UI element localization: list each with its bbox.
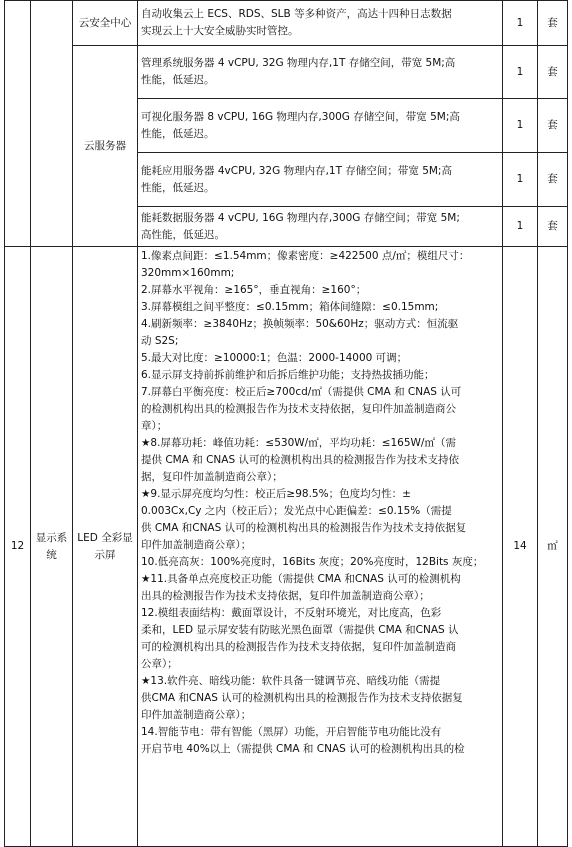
spec-line: 的检测机构出具的检测报告作为技术支持依据，复印件加盖制造商公 <box>141 403 456 415</box>
spec-line: 0.003Cx,Cy 之内（校正后）；发光点中心距偏差：≤0.15%（需提 <box>141 505 452 517</box>
spec-line: 7.屏幕白平衡亮度：校正后≥700cd/㎡（需提供 CMA 和 CNAS 认可 <box>141 386 462 398</box>
spec-line: 高性能，低延迟。 <box>141 228 225 241</box>
spec-line: 320mm×160mm; <box>141 267 235 279</box>
spec-line: 可视化服务器 8 vCPU, 16G 物理内存,300G 存储空间，带宽 5M;高 <box>141 110 460 123</box>
unit-cell: 套 <box>538 99 568 153</box>
spec-line: 可的检测机构出具的检测报告作为技术支持依据，复印件加盖制造商 <box>141 641 456 653</box>
spec-line: ★11.具备单点亮度校正功能（需提供 CMA 和CNAS 认可的检测机构 <box>141 573 461 585</box>
spec-description <box>138 99 503 153</box>
quantity-cell: 1 <box>503 1 538 46</box>
spec-line: 性能，低延迟。 <box>141 127 215 140</box>
quantity-cell: 1 <box>503 207 538 247</box>
spec-table <box>4 0 568 847</box>
unit-cell: 套 <box>538 153 568 207</box>
spec-description <box>138 153 503 207</box>
spec-line: 公章）； <box>141 658 178 670</box>
spec-line: 印件加盖制造商公章）； <box>141 539 252 551</box>
unit-cell: 套 <box>538 207 568 247</box>
spec-line: ★13.软件亮、暗线功能：软件具备一键调节亮、暗线功能（需提 <box>141 675 441 687</box>
quantity-cell: 1 <box>503 46 538 99</box>
spec-line: 自动收集云上 ECS、RDS、SLB 等多种资产，高达十四种日志数据 <box>141 8 452 20</box>
spec-line: 1.像素点间距：≤1.54mm；像素密度：≥422500 点/㎡；模组尺寸： <box>141 250 470 262</box>
quantity-cell: 14 <box>503 247 538 847</box>
unit-cell: 套 <box>538 46 568 99</box>
spec-line: ★9.显示屏亮度均匀性：校正后≥98.5%；色度均匀性：± <box>141 488 411 500</box>
spec-line: 印件加盖制造商公章）； <box>141 709 252 721</box>
category-cell: 云服务器 <box>73 46 138 247</box>
unit-cell: 套 <box>538 1 568 46</box>
quantity-cell: 1 <box>503 153 538 207</box>
spec-description <box>138 46 503 99</box>
table-row <box>5 46 568 99</box>
index-cell-empty <box>5 1 31 247</box>
unit-cell: ㎡ <box>538 247 568 847</box>
spec-line: 2.屏幕水平视角：≥165°，垂直视角：≥160°； <box>141 284 367 296</box>
spec-line: 3.屏幕模组之间平整度：≤0.15mm；箱体间缝隙：≤0.15mm; <box>141 301 439 313</box>
system-cell-empty <box>31 1 73 247</box>
spec-line: 柔和，LED 显示屏安装有防眩光黑色面罩（需提供 CMA 和CNAS 认 <box>141 624 459 636</box>
spec-line: 出具的检测报告作为技术支持依据，复印件加盖制造商公章）； <box>141 590 430 602</box>
spec-line: 动 S2S; <box>141 335 179 347</box>
spec-line: 10.低亮高灰：100%亮度时，16Bits 灰度；20%亮度时，12Bits 灰度； <box>141 556 484 568</box>
spec-line: 12.模组表面结构：戴面罩设计，不反射环境光，对比度高，色彩 <box>141 607 442 619</box>
spec-line: ★8.屏幕功耗：峰值功耗：≤530W/㎡，平均功耗：≤165W/㎡（需 <box>141 437 456 449</box>
table-row <box>5 247 568 847</box>
spec-line-list <box>141 248 499 758</box>
spec-line: 4.刷新频率：≥3840Hz；换帧频率：50&60Hz；驱动方式：恒流驱 <box>141 318 459 330</box>
spec-description <box>138 1 503 46</box>
table-row <box>5 1 568 46</box>
spec-line: 实现云上十大安全威胁实时管控。 <box>141 25 299 37</box>
spec-line: 能耗数据服务器 4 vCPU, 16G 物理内存,300G 存储空间；带宽 5M; <box>141 211 460 224</box>
category-cell: 云安全中心 <box>73 1 138 46</box>
spec-line: 供 CMA 和CNAS 认可的检测机构出具的检测报告作为技术支持依据复 <box>141 522 467 534</box>
spec-line: 章）； <box>141 420 168 432</box>
spec-line: 性能，低延迟。 <box>141 181 215 194</box>
quantity-cell: 1 <box>503 99 538 153</box>
spec-line: 管理系统服务器 4 vCPU, 32G 物理内存,1T 存储空间，带宽 5M;高 <box>141 57 456 69</box>
spec-line: 能耗应用服务器 4vCPU, 32G 物理内存,1T 存储空间；带宽 5M;高 <box>141 164 452 177</box>
spec-line: 性能，低延迟。 <box>141 74 215 86</box>
spec-description <box>138 247 503 847</box>
spec-line: 开启节电 40%以上（需提供 CMA 和 CNAS 认可的检测机构出具的检 <box>141 743 465 755</box>
item-name-cell: LED 全彩显示屏 <box>73 247 138 847</box>
spec-line: 供CMA 和CNAS 认可的检测机构出具的检测报告作为技术支持依据复 <box>141 692 463 704</box>
spec-line: 5.最大对比度：≥10000:1；色温：2000-14000 可调； <box>141 352 408 364</box>
spec-line: 14.智能节电：带有智能（黑屏）功能，开启智能节电功能比没有 <box>141 726 442 738</box>
index-cell: 12 <box>5 247 31 847</box>
system-cell: 显示系统 <box>31 247 73 847</box>
spec-line: 据，复印件加盖制造商公章）； <box>141 471 283 483</box>
spec-line: 6.显示屏支持前拆前维护和后拆后维护功能；支持热拔插功能； <box>141 369 435 381</box>
spec-line: 提供 CMA 和 CNAS 认可的检测机构出具的检测报告作为技术支持依 <box>141 454 459 466</box>
spec-description <box>138 207 503 247</box>
